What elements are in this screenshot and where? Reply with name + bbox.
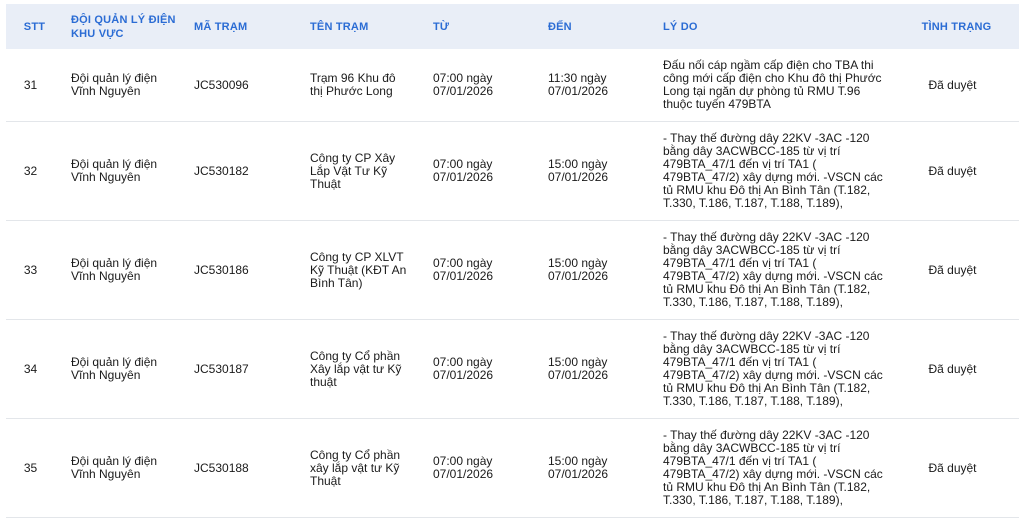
table-row <box>6 419 1019 518</box>
cell-stt: 34 <box>6 320 63 419</box>
table-body <box>6 49 1019 518</box>
cell-from: 07:00 ngày 07/01/2026 <box>425 122 540 221</box>
header-row <box>6 4 1019 49</box>
header-to: ĐẾN <box>548 20 572 33</box>
cell-stt: 33 <box>6 221 63 320</box>
cell-status: Đã duyệt <box>894 221 1019 320</box>
header-station-name: TÊN TRẠM <box>310 20 369 33</box>
cell-to: 11:30 ngày 07/01/2026 <box>540 49 655 122</box>
table-row <box>6 122 1019 221</box>
cell-status: Đã duyệt <box>894 320 1019 419</box>
cell-reason: - Thay thế đường dây 22KV -3AC -120 bằng dây 3ACWBCC-185 từ vị trí 479BTA_47/1 đến vị trí TA1 ( 479BTA_47/2) xây dựng mới. -VSCN các tủ RMU khu Đô thị An Bình Tân (T.182, T.330, T.186, T.187, T.188, T.189), <box>655 221 894 320</box>
cell-to: 15:00 ngày 07/01/2026 <box>540 419 655 518</box>
cell-from: 07:00 ngày 07/01/2026 <box>425 49 540 122</box>
cell-reason: - Thay thế đường dây 22KV -3AC -120 bằng dây 3ACWBCC-185 từ vị trí 479BTA_47/1 đến vị trí TA1 ( 479BTA_47/2) xây dựng mới. -VSCN các tủ RMU khu Đô thị An Bình Tân (T.182, T.330, T.186, T.187, T.188, T.189), <box>655 320 894 419</box>
cell-stt: 31 <box>6 49 63 122</box>
cell-unit: Đội quản lý điện Vĩnh Nguyên <box>63 122 186 221</box>
cell-station-code: JC530096 <box>186 49 302 122</box>
cell-stt: 32 <box>6 122 63 221</box>
header-stt: STT <box>23 20 46 33</box>
cell-from: 07:00 ngày 07/01/2026 <box>425 320 540 419</box>
header-status: TÌNH TRẠNG <box>921 20 992 33</box>
header-reason: LÝ DO <box>663 20 698 33</box>
cell-status: Đã duyệt <box>894 419 1019 518</box>
table-row <box>6 221 1019 320</box>
header-station-code: MÃ TRẠM <box>194 20 248 33</box>
table-header <box>6 4 1019 49</box>
cell-to: 15:00 ngày 07/01/2026 <box>540 221 655 320</box>
header-unit: ĐỘI QUẢN LÝ ĐIỆN KHU VỰC <box>71 13 176 40</box>
cell-station-name: Công ty CP XLVT Kỹ Thuật (KĐT An Bình Tân) <box>302 221 425 320</box>
cell-station-code: JC530187 <box>186 320 302 419</box>
cell-reason: Đấu nối cáp ngầm cấp điện cho TBA thi công mới cấp điện cho Khu đô thị Phước Long tại ngăn dự phòng tủ RMU T.96 thuộc tuyến 479BTA <box>655 49 894 122</box>
table-row <box>6 320 1019 419</box>
cell-reason: - Thay thế đường dây 22KV -3AC -120 bằng dây 3ACWBCC-185 từ vị trí 479BTA_47/1 đến vị trí TA1 ( 479BTA_47/2) xây dựng mới. -VSCN các tủ RMU khu Đô thị An Bình Tân (T.182, T.330, T.186, T.187, T.188, T.189), <box>655 122 894 221</box>
cell-station-name: Trạm 96 Khu đô thị Phước Long <box>302 49 425 122</box>
cell-station-name: Công ty CP Xây Lắp Vật Tư Kỹ Thuật <box>302 122 425 221</box>
cell-unit: Đội quản lý điện Vĩnh Nguyên <box>63 419 186 518</box>
cell-reason: - Thay thế đường dây 22KV -3AC -120 bằng dây 3ACWBCC-185 từ vị trí 479BTA_47/1 đến vị trí TA1 ( 479BTA_47/2) xây dựng mới. -VSCN các tủ RMU khu Đô thị An Bình Tân (T.182, T.330, T.186, T.187, T.188, T.189), <box>655 419 894 518</box>
header-from: TỪ <box>433 20 450 33</box>
cell-unit: Đội quản lý điện Vĩnh Nguyên <box>63 221 186 320</box>
cell-to: 15:00 ngày 07/01/2026 <box>540 320 655 419</box>
cell-station-code: JC530188 <box>186 419 302 518</box>
cell-stt: 35 <box>6 419 63 518</box>
cell-station-code: JC530182 <box>186 122 302 221</box>
cell-unit: Đội quản lý điện Vĩnh Nguyên <box>63 320 186 419</box>
cell-from: 07:00 ngày 07/01/2026 <box>425 221 540 320</box>
cell-station-name: Công ty Cổ phần xây lắp vật tư Kỹ Thuật <box>302 419 425 518</box>
cell-station-code: JC530186 <box>186 221 302 320</box>
cell-unit: Đội quản lý điện Vĩnh Nguyên <box>63 49 186 122</box>
cell-from: 07:00 ngày 07/01/2026 <box>425 419 540 518</box>
table-row <box>6 49 1019 122</box>
outage-schedule-table-container <box>6 4 1019 518</box>
cell-status: Đã duyệt <box>894 122 1019 221</box>
cell-station-name: Công ty Cổ phần Xây lắp vật tư Kỹ thuật <box>302 320 425 419</box>
outage-schedule-table <box>6 4 1019 518</box>
cell-status: Đã duyệt <box>894 49 1019 122</box>
cell-to: 15:00 ngày 07/01/2026 <box>540 122 655 221</box>
